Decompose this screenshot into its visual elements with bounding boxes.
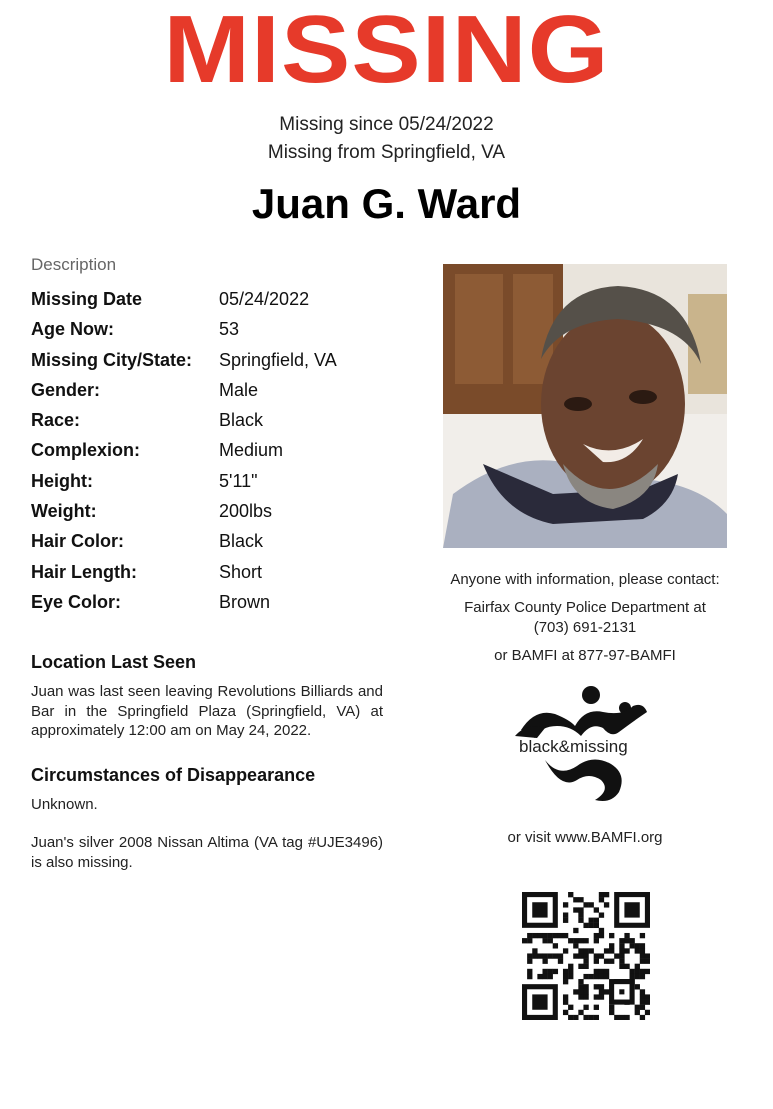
qr-code — [522, 892, 650, 1020]
fact-value: 05/24/2022 — [219, 289, 310, 309]
person-name: Juan G. Ward — [251, 180, 522, 227]
police-line: Fairfax County Police Department at — [464, 599, 706, 616]
fact-row — [31, 440, 411, 470]
fact-label: Age Now: — [31, 319, 114, 340]
fact-row — [31, 410, 411, 440]
fact-value: Medium — [219, 440, 284, 461]
fact-row — [31, 562, 411, 592]
facts-list — [31, 289, 411, 622]
fact-row — [31, 501, 411, 531]
fact-label: Hair Color: — [31, 531, 125, 552]
logo-mark — [515, 686, 647, 804]
police-phone: (703) 691-2131 — [533, 619, 637, 636]
fact-value: Male — [219, 379, 259, 400]
fact-value: 5'11" — [219, 470, 258, 491]
qr-code-icon — [522, 892, 650, 1020]
bamfi-phone: or BAMFI at 877-97-BAMFI — [494, 647, 676, 664]
fact-label: Missing City/State: — [31, 349, 193, 370]
fact-label: Height: — [31, 470, 93, 491]
contact-intro: Anyone with information, please contact: — [450, 571, 720, 588]
fact-row — [31, 531, 411, 561]
person-photo — [443, 264, 727, 548]
fact-row — [31, 319, 411, 349]
fact-value: 200lbs — [219, 501, 273, 522]
description-heading: Description — [31, 255, 117, 274]
location-text: Juan was last seen leaving Revolutions Billiards and Bar in the Springfield Plaza (Springfield, VA) at approximately 12:00 am on May 24, 2022. — [31, 683, 383, 739]
fact-label: Weight: — [31, 501, 97, 522]
fact-label: Gender: — [31, 379, 101, 400]
fact-value: Springfield, VA — [219, 349, 337, 370]
fact-row — [31, 592, 411, 622]
fact-value: Black — [219, 531, 264, 552]
headline: MISSING — [163, 0, 610, 104]
black-and-missing-logo-icon — [515, 686, 647, 804]
location-title: Location Last Seen — [31, 652, 197, 672]
fact-label: Hair Length: — [31, 561, 137, 582]
fact-label: Eye Color: — [31, 591, 122, 612]
visit-website: or visit www.BAMFI.org — [507, 829, 663, 846]
circumstances-text: Unknown. — [31, 796, 98, 813]
fact-row — [31, 289, 411, 319]
fact-value: Short — [219, 561, 263, 582]
missing-since: Missing since 05/24/2022 — [279, 114, 494, 135]
fact-label: Race: — [31, 410, 81, 431]
logo-text: black&missing — [519, 737, 628, 756]
fact-row — [31, 380, 411, 410]
missing-from: Missing from Springfield, VA — [267, 142, 506, 163]
fact-value: 53 — [219, 319, 240, 340]
circumstances-title: Circumstances of Disappearance — [31, 765, 316, 785]
fact-label: Missing Date — [31, 289, 143, 309]
vehicle-text: Juan's silver 2008 Nissan Altima (VA tag #UJE3496) is also missing. — [31, 834, 383, 871]
person-portrait-icon — [443, 264, 727, 548]
fact-row — [31, 350, 411, 380]
fact-value: Brown — [219, 591, 271, 612]
fact-label: Complexion: — [31, 440, 141, 461]
fact-row — [31, 471, 411, 501]
fact-value: Black — [219, 410, 264, 431]
